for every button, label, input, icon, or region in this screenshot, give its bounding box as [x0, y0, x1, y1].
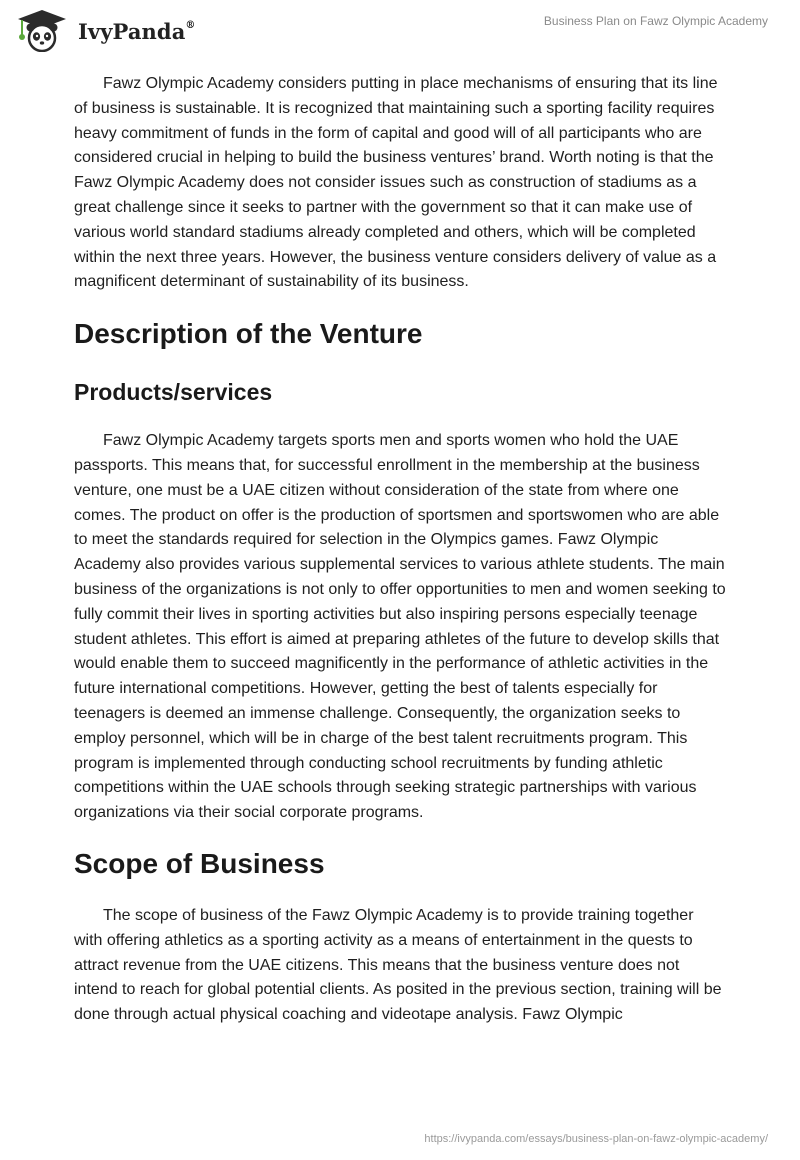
essay-content — [74, 72, 726, 1028]
section-heading-venture: Description of the Venture — [74, 318, 423, 350]
page-header — [0, 0, 800, 62]
intro-paragraph: Fawz Olympic Academy considers putting in place mechanisms of ensuring that its line of business is sustainable. It is recognized that maintaining such a sporting facility requires heavy commitment of funds in the form of capital and good will of all participants who are considered crucial in helping to build the business ventures’ brand. Worth noting is that the Fawz Olympic Academy does not consider issues such as construction of stadiums as a great challenge since it seeks to partner with the government so that it can make use of various world standard stadiums already completed and others, which will be completed within the next three years. However, the business venture considers delivery of value as a magnificent determinant of sustainability of its business. — [74, 75, 718, 291]
brand-name: IvyPanda® — [78, 18, 196, 44]
panda-logo-icon — [14, 8, 70, 52]
source-url[interactable]: https://ivypanda.com/essays/business-plan-on-fawz-olympic-academy/ — [424, 1133, 768, 1145]
products-paragraph: Fawz Olympic Academy targets sports men and sports women who hold the UAE passports. This means that, for successful enrollment in the membership at the business venture, one must be a UAE citizen without consideration of the state from where one comes. The product on offer is the production of sportsmen and sportswomen who are able to meet the standards required for selection in the Olympics games. Fawz Olympic Academy also provides various supplemental services to various athlete students. The main business of the organizations is not only to offer opportunities to men and women seeking to fully commit their lives in sporting activities but also inspiring persons especially teenage student athletes. This effort is aimed at preparing athletes of the future to develop skills that would enable them to succeed magnificently in the performance of athletic activities in the future international competitions. However, getting the best of talents especially for teenagers is deemed an immense challenge. Consequently, the organization seeks to employ personnel, which will be in charge of the best talent recruitments program. This program is implemented through conducting school recruitments by funding athletic competitions within the UAE schools through seeking strategic partnerships with various organizations via their social corporate programs. — [74, 432, 726, 822]
scope-paragraph: The scope of business of the Fawz Olympic Academy is to provide training together with offering athletics as a sporting activity as a means of entertainment in the quests to attract revenue from the UAE citizens. This means that the business venture does not intend to reach for global potential clients. As posited in the previous section, training will be done through actual physical coaching and videotape analysis. Fawz Olympic — [74, 906, 722, 1024]
registered-mark: ® — [185, 19, 196, 31]
subsection-heading-products: Products/services — [74, 379, 273, 406]
document-title: Business Plan on Fawz Olympic Academy — [543, 14, 768, 28]
brand-logo[interactable] — [14, 8, 196, 52]
section-heading-scope: Scope of Business — [74, 847, 325, 879]
